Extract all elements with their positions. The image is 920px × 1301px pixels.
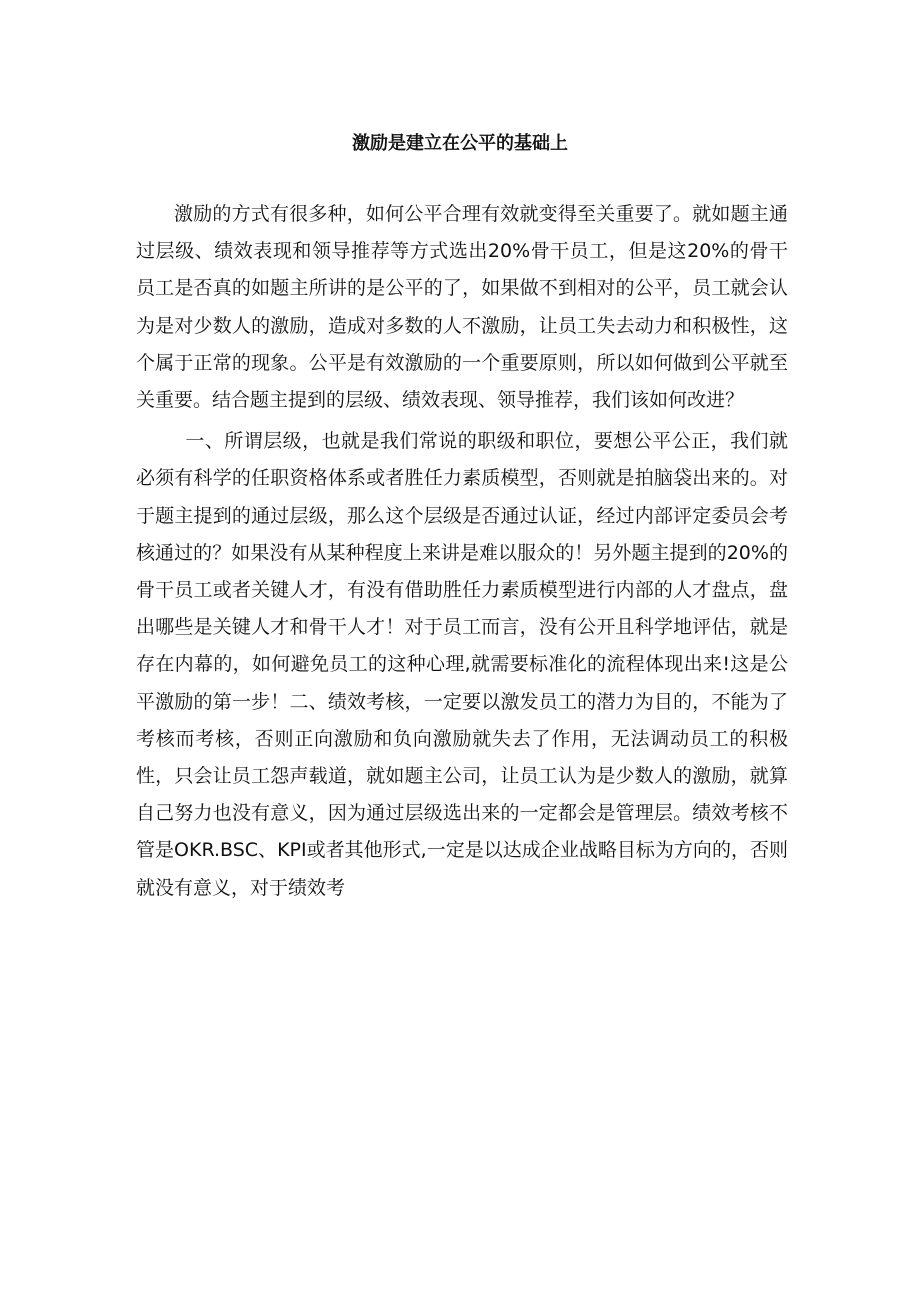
paragraph-hierarchy-and-performance: 一、所谓层级，也就是我们常说的职级和职位，要想公平公正，我们就必须有科学的任职资格体系或者胜任力素质模型，否则就是拍脑袋出来的。对于题主提到的通过层级，那么这个层级是否通过认证，经过内部评定委员会考核通过的？如果没有从某种程度上来讲是难以服众的！另外题主提到的20%的骨干员工或者关键人才，有没有借助胜任力素质模型进行内部的人才盘点，盘出哪些是关键人才和骨干人才！对于员工而言，没有公开且科学地评估，就是存在内幕的，如何避免员工的这种心理,就需要标准化的流程体现出来!这是公平激励的第一步！二、绩效考核，一定要以激发员工的潜力为目的，不能为了考核而考核，否则正向激励和负向激励就失去了作用，无法调动员工的积极性，只会让员工怨声载道，就如题主公司，让员工认为是少数人的激励，就算自己努力也没有意义，因为通过层级选出来的一定都会是管理层。绩效考核不管是OKR.BSC、KPI或者其他形式,一定是以达成企业战略目标为方向的，否则就没有意义，对于绩效考 — [136, 430, 788, 899]
document-body — [136, 196, 788, 907]
paragraph-intro: 激励的方式有很多种，如何公平合理有效就变得至关重要了。就如题主通过层级、绩效表现和领导推荐等方式选出20%骨干员工，但是这20%的骨干员工是否真的如题主所讲的是公平的了，如果做不到相对的公平，员工就会认为是对少数人的激励，造成对多数的人不激励，让员工失去动力和积极性，这个属于正常的现象。公平是有效激励的一个重要原则，所以如何做到公平就至关重要。结合题主提到的层级、绩效表现、领导推荐，我们该如何改进？ — [136, 203, 788, 412]
document-title: 激励是建立在公平的基础上 — [352, 133, 568, 154]
